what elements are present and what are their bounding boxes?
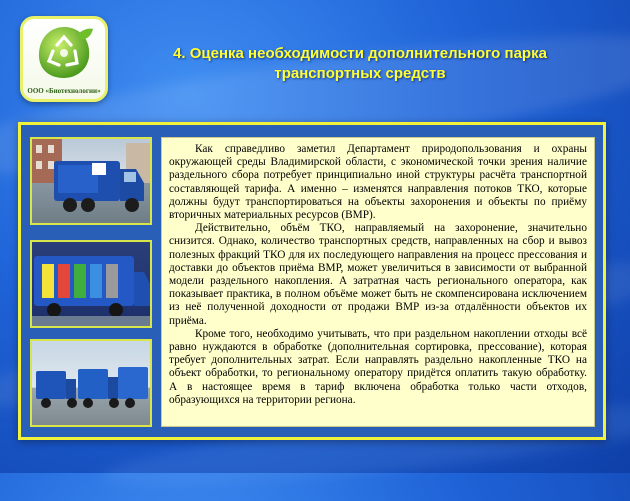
slide-title-line1: 4. Оценка необходимости дополнительного парка [173,45,547,62]
recycle-icon [33,23,95,81]
body-text [161,137,595,427]
company-logo [20,16,108,102]
body-paragraph: Действительно, объём ТКО, направляемый на захоронение, значительно снизится. Однако, количество транспортных средств, направленных на сбор и вывоз полезных фракций ТКО для их последующего направления на процесс прессования и доставки до объектов приёма ВМР, может увеличиться в зависимости от выбранной модели раздельного накопления. А затратная часть регионального оператора, как показывает практика, в полном объёме может быть не скомпенсирована исключением из неё полученной доходности от продажи ВМР из-за отдалённости объектов их приёма. [169,222,587,327]
garbage-truck-photo [30,137,152,225]
slide-title [150,44,570,84]
slide-title-line2: транспортных средств [274,65,446,82]
content-frame [18,122,606,440]
truck-fleet-photo [30,339,152,427]
body-paragraph: Как справедливо заметил Департамент природопользования и охраны окружающей среды Владимирской области, с экономической точки зрения наличие раздельного сбора потребует принципиально иной структуры расчёта транспортной составляющей тарифа. А именно – изменятся направления потоков ТКО, которые должны будут транспортироваться на объекты захоронения и объекты по приёму вторичных материальных ресурсов (ВМР). [169,143,587,222]
logo-caption: ООО «Биотехнологии» [27,87,101,95]
body-paragraph: Кроме того, необходимо учитывать, что при раздельном накоплении отходы всё равно нуждаются в обработке (дополнительная сортировка, прессование), которая требует дополнительных затрат. Если направлять раздельно накопленные ТКО на объект обработки, то региональному оператору придётся оплатить такую обработку. А в настоящее время в тариф включена обработка только части отходов, образующихся на территории региона. [169,327,587,406]
separate-collection-trucks-photo [30,240,152,328]
